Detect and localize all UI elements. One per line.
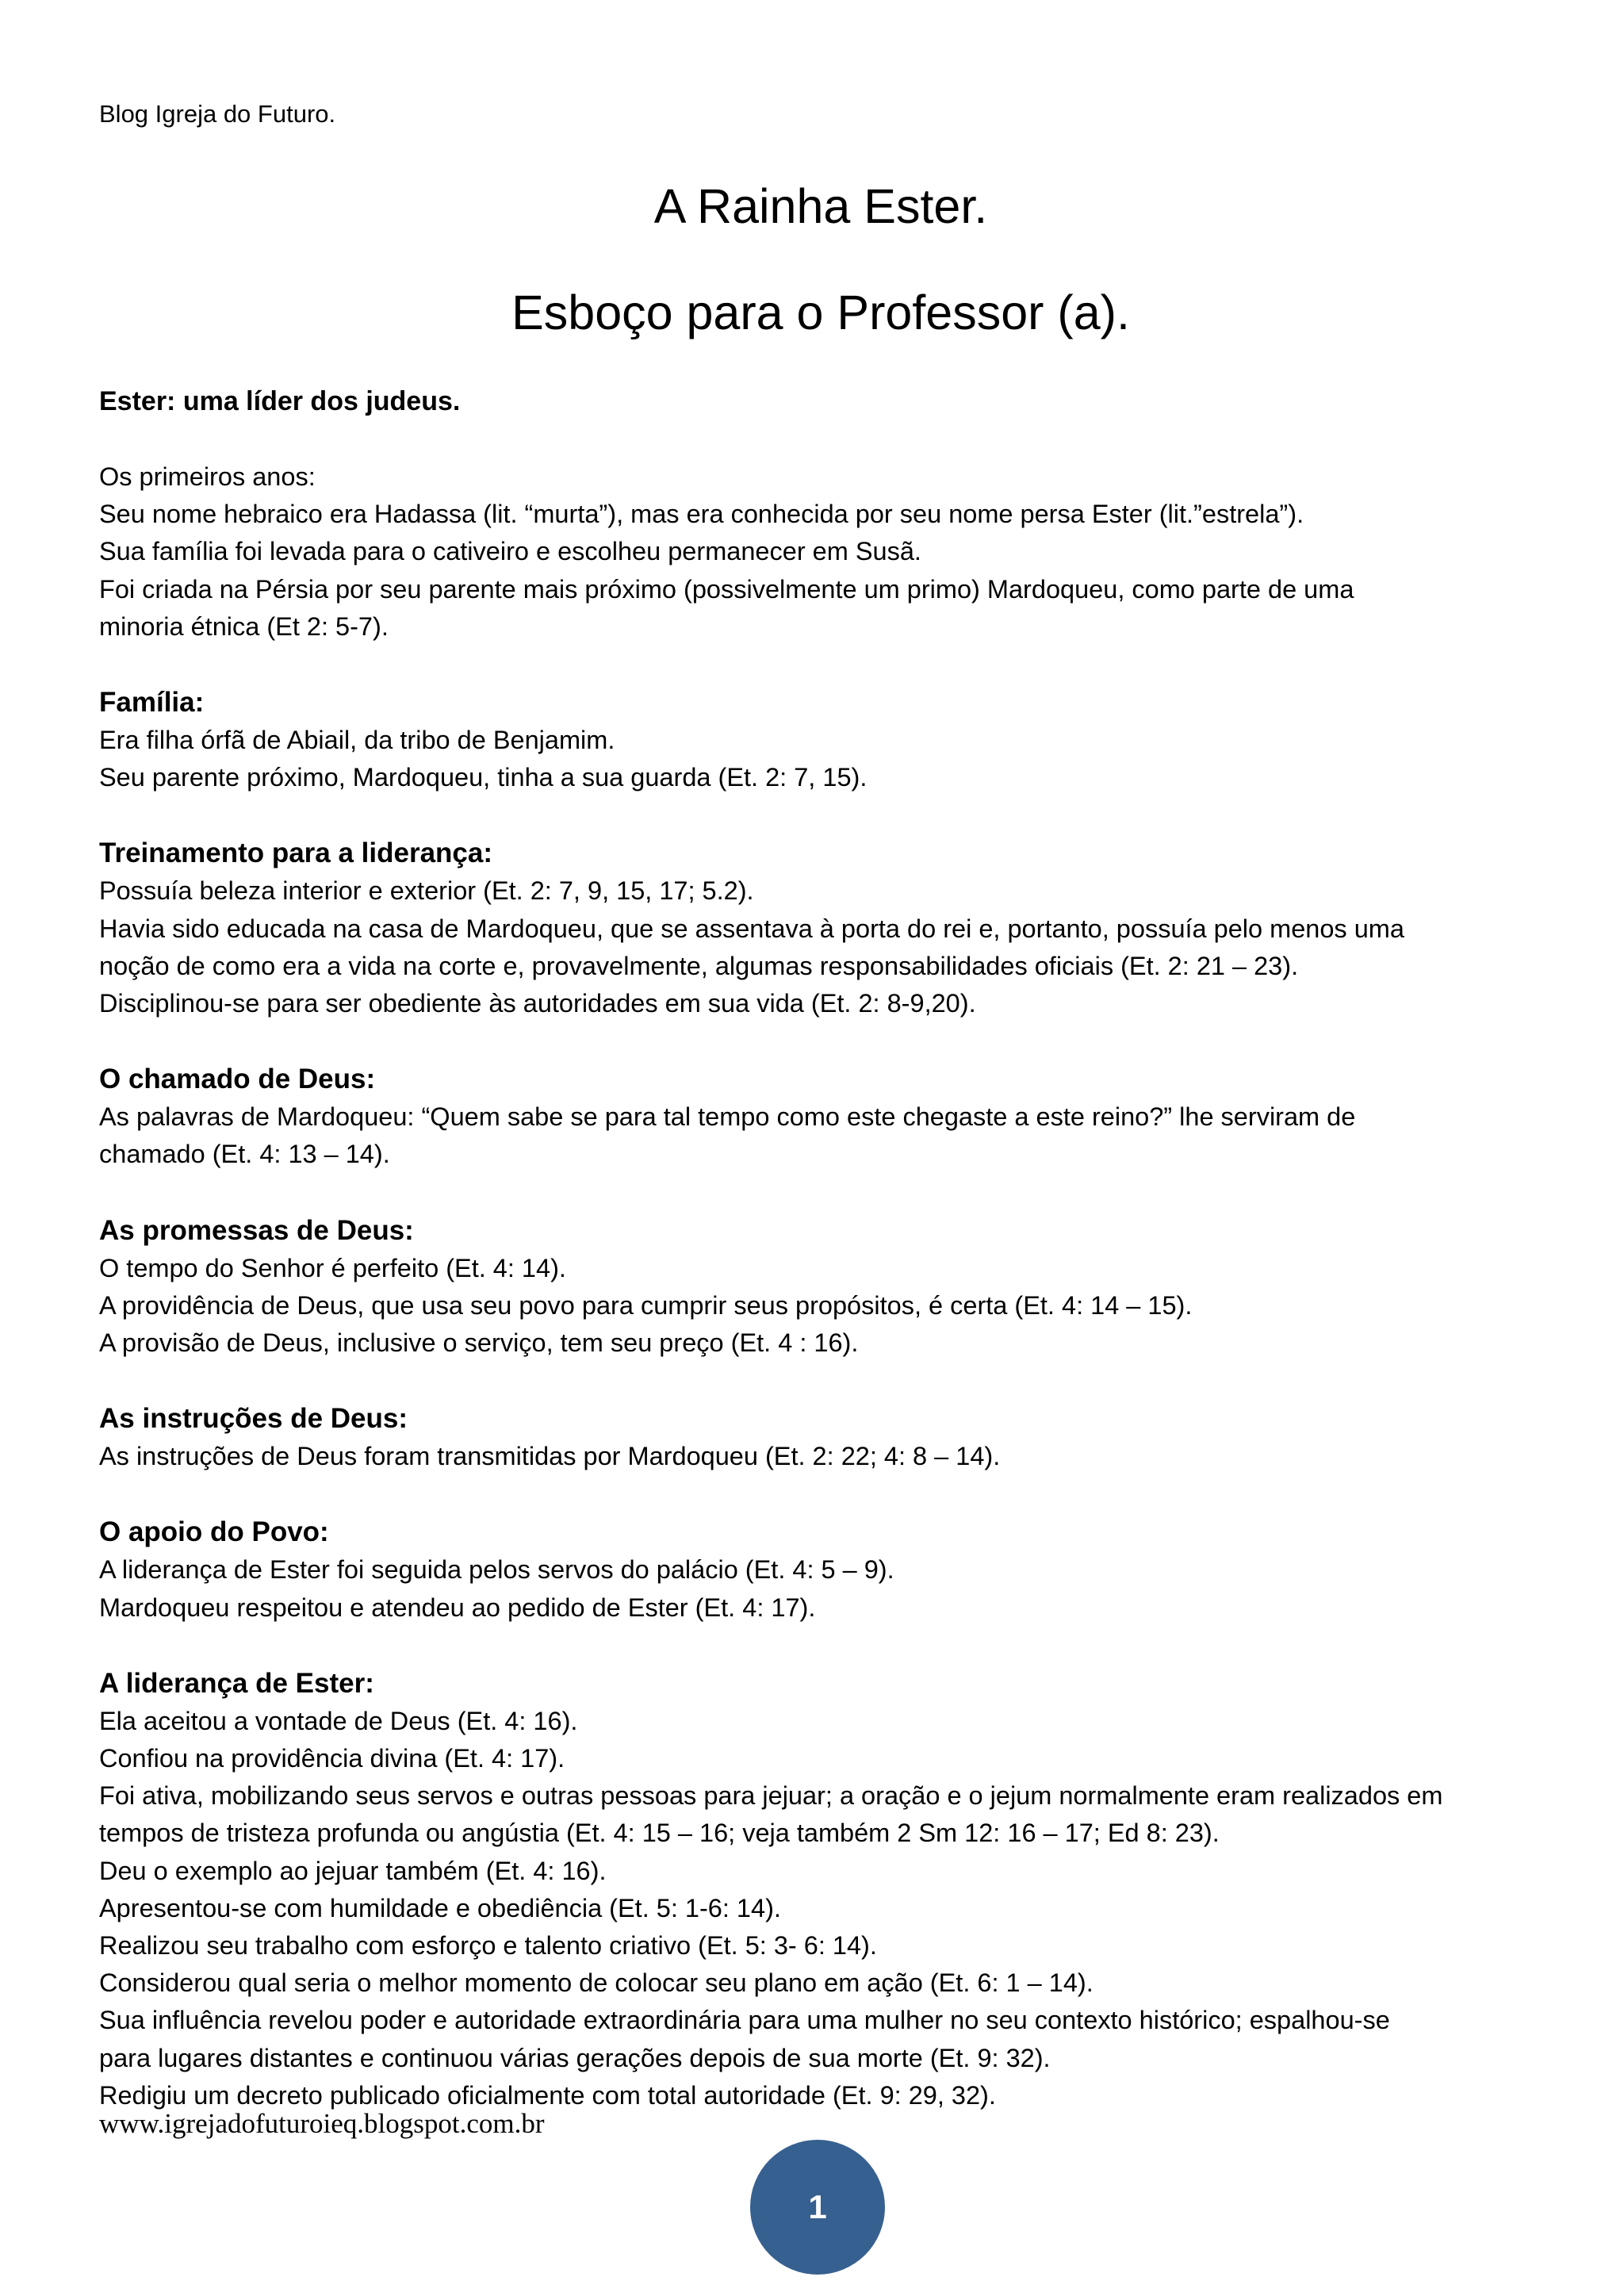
text-line: Possuía beleza interior e exterior (Et. 2: 7, 9, 15, 17; 5.2). (99, 876, 754, 906)
text-line: Ela aceitou a vontade de Deus (Et. 4: 16). (99, 1706, 578, 1735)
section-heading: A liderança de Ester: (99, 1667, 374, 1699)
text-line: Seu nome hebraico era Hadassa (lit. “murta”), mas era conhecida por seu nome persa Ester (lit.”estrela”). (99, 500, 1304, 529)
section-heading: O chamado de Deus: (99, 1064, 376, 1095)
text-line: Confiou na providência divina (Et. 4: 17). (99, 1744, 565, 1773)
text-line: Foi ativa, mobilizando seus servos e outras pessoas para jejuar; a oração e o jejum normalmente eram realizados em (99, 1781, 1443, 1811)
text-line: Mardoqueu respeitou e atendeu ao pedido de Ester (Et. 4: 17). (99, 1593, 816, 1622)
text-line: chamado (Et. 4: 13 – 14). (99, 1140, 390, 1169)
text-line: Havia sido educada na casa de Mardoqueu, que se assentava à porta do rei e, portanto, possuía pelo menos uma (99, 914, 1404, 943)
text-line: As instruções de Deus foram transmitidas por Mardoqueu (Et. 2: 22; 4: 8 – 14). (99, 1442, 1001, 1471)
text-line: Apresentou-se com humildade e obediência (Et. 5: 1-6: 14). (99, 1893, 781, 1922)
text-line: A liderança de Ester foi seguida pelos servos do palácio (Et. 4: 5 – 9). (99, 1555, 894, 1585)
text-line: Sua família foi levada para o cativeiro e escolheu permanecer em Susã. (99, 537, 921, 566)
text-line: Era filha órfã de Abiail, da tribo de Benjamim. (99, 726, 615, 755)
section-lideranca (99, 1664, 1542, 2114)
text-line: tempos de tristeza profunda ou angústia (Et. 4: 15 – 16; veja também 2 Sm 12: 16 – 17; Ed 8: 23). (99, 1819, 1220, 1848)
section-heading: As instruções de Deus: (99, 1403, 408, 1435)
intro-label: Os primeiros anos: (99, 462, 316, 491)
section-apoio (99, 1512, 1542, 1626)
text-line: Redigiu um decreto publicado oficialmente com total autoridade (Et. 9: 29, 32). (99, 2080, 996, 2110)
section-promessas (99, 1211, 1542, 1363)
text-line: Foi criada na Pérsia por seu parente mais próximo (possivelmente um primo) Mardoqueu, como parte de uma (99, 574, 1354, 604)
text-line: O tempo do Senhor é perfeito (Et. 4: 14). (99, 1253, 566, 1282)
section-chamado (99, 1060, 1542, 1173)
text-line: para lugares distantes e continuou várias gerações depois de sua morte (Et. 9: 32). (99, 2043, 1051, 2072)
blog-name: Blog Igreja do Futuro. (99, 100, 336, 128)
page-subtitle: Esboço para o Professor (a). (511, 286, 1130, 339)
text-line: Sua influência revelou poder e autoridade extraordinária para uma mulher no seu contexto histórico; espalhou-se (99, 2006, 1390, 2035)
text-line: noção de como era a vida na corte e, provavelmente, algumas responsabilidades oficiais (Et. 2: 21 – 23). (99, 951, 1299, 980)
section-intro (99, 458, 1542, 646)
text-line: Seu parente próximo, Mardoqueu, tinha a sua guarda (Et. 2: 7, 15). (99, 763, 868, 792)
text-line: Realizou seu trabalho com esforço e talento criativo (Et. 5: 3- 6: 14). (99, 1931, 877, 1961)
main-heading: Ester: uma líder dos judeus. (99, 386, 461, 416)
document-body (99, 458, 1542, 2114)
page-title: A Rainha Ester. (653, 179, 988, 233)
text-line: A provisão de Deus, inclusive o serviço, tem seu preço (Et. 4 : 16). (99, 1328, 859, 1358)
section-heading: Treinamento para a liderança: (99, 838, 493, 869)
footer-url-link[interactable]: www.igrejadofuturoieq.blogspot.com.br (99, 2108, 545, 2139)
section-instrucoes (99, 1399, 1542, 1475)
section-heading: As promessas de Deus: (99, 1214, 414, 1246)
section-treinamento (99, 834, 1542, 1022)
section-heading: O apoio do Povo: (99, 1516, 329, 1548)
text-line: Considerou qual seria o melhor momento de colocar seu plano em ação (Et. 6: 1 – 14). (99, 1968, 1094, 1998)
text-line: minoria étnica (Et 2: 5-7). (99, 611, 389, 641)
section-heading: Família: (99, 687, 205, 719)
page-number-badge: 1 (750, 2140, 885, 2275)
text-line: Deu o exemplo ao jejuar também (Et. 4: 16). (99, 1856, 607, 1885)
text-line: Disciplinou-se para ser obediente às autoridades em sua vida (Et. 2: 8-9,20). (99, 989, 976, 1018)
text-line: A providência de Deus, que usa seu povo para cumprir seus propósitos, é certa (Et. 4: 14 – 15). (99, 1290, 1193, 1320)
text-line: As palavras de Mardoqueu: “Quem sabe se para tal tempo como este chegaste a este reino?” lhe serviram de (99, 1102, 1356, 1132)
section-familia (99, 683, 1542, 796)
